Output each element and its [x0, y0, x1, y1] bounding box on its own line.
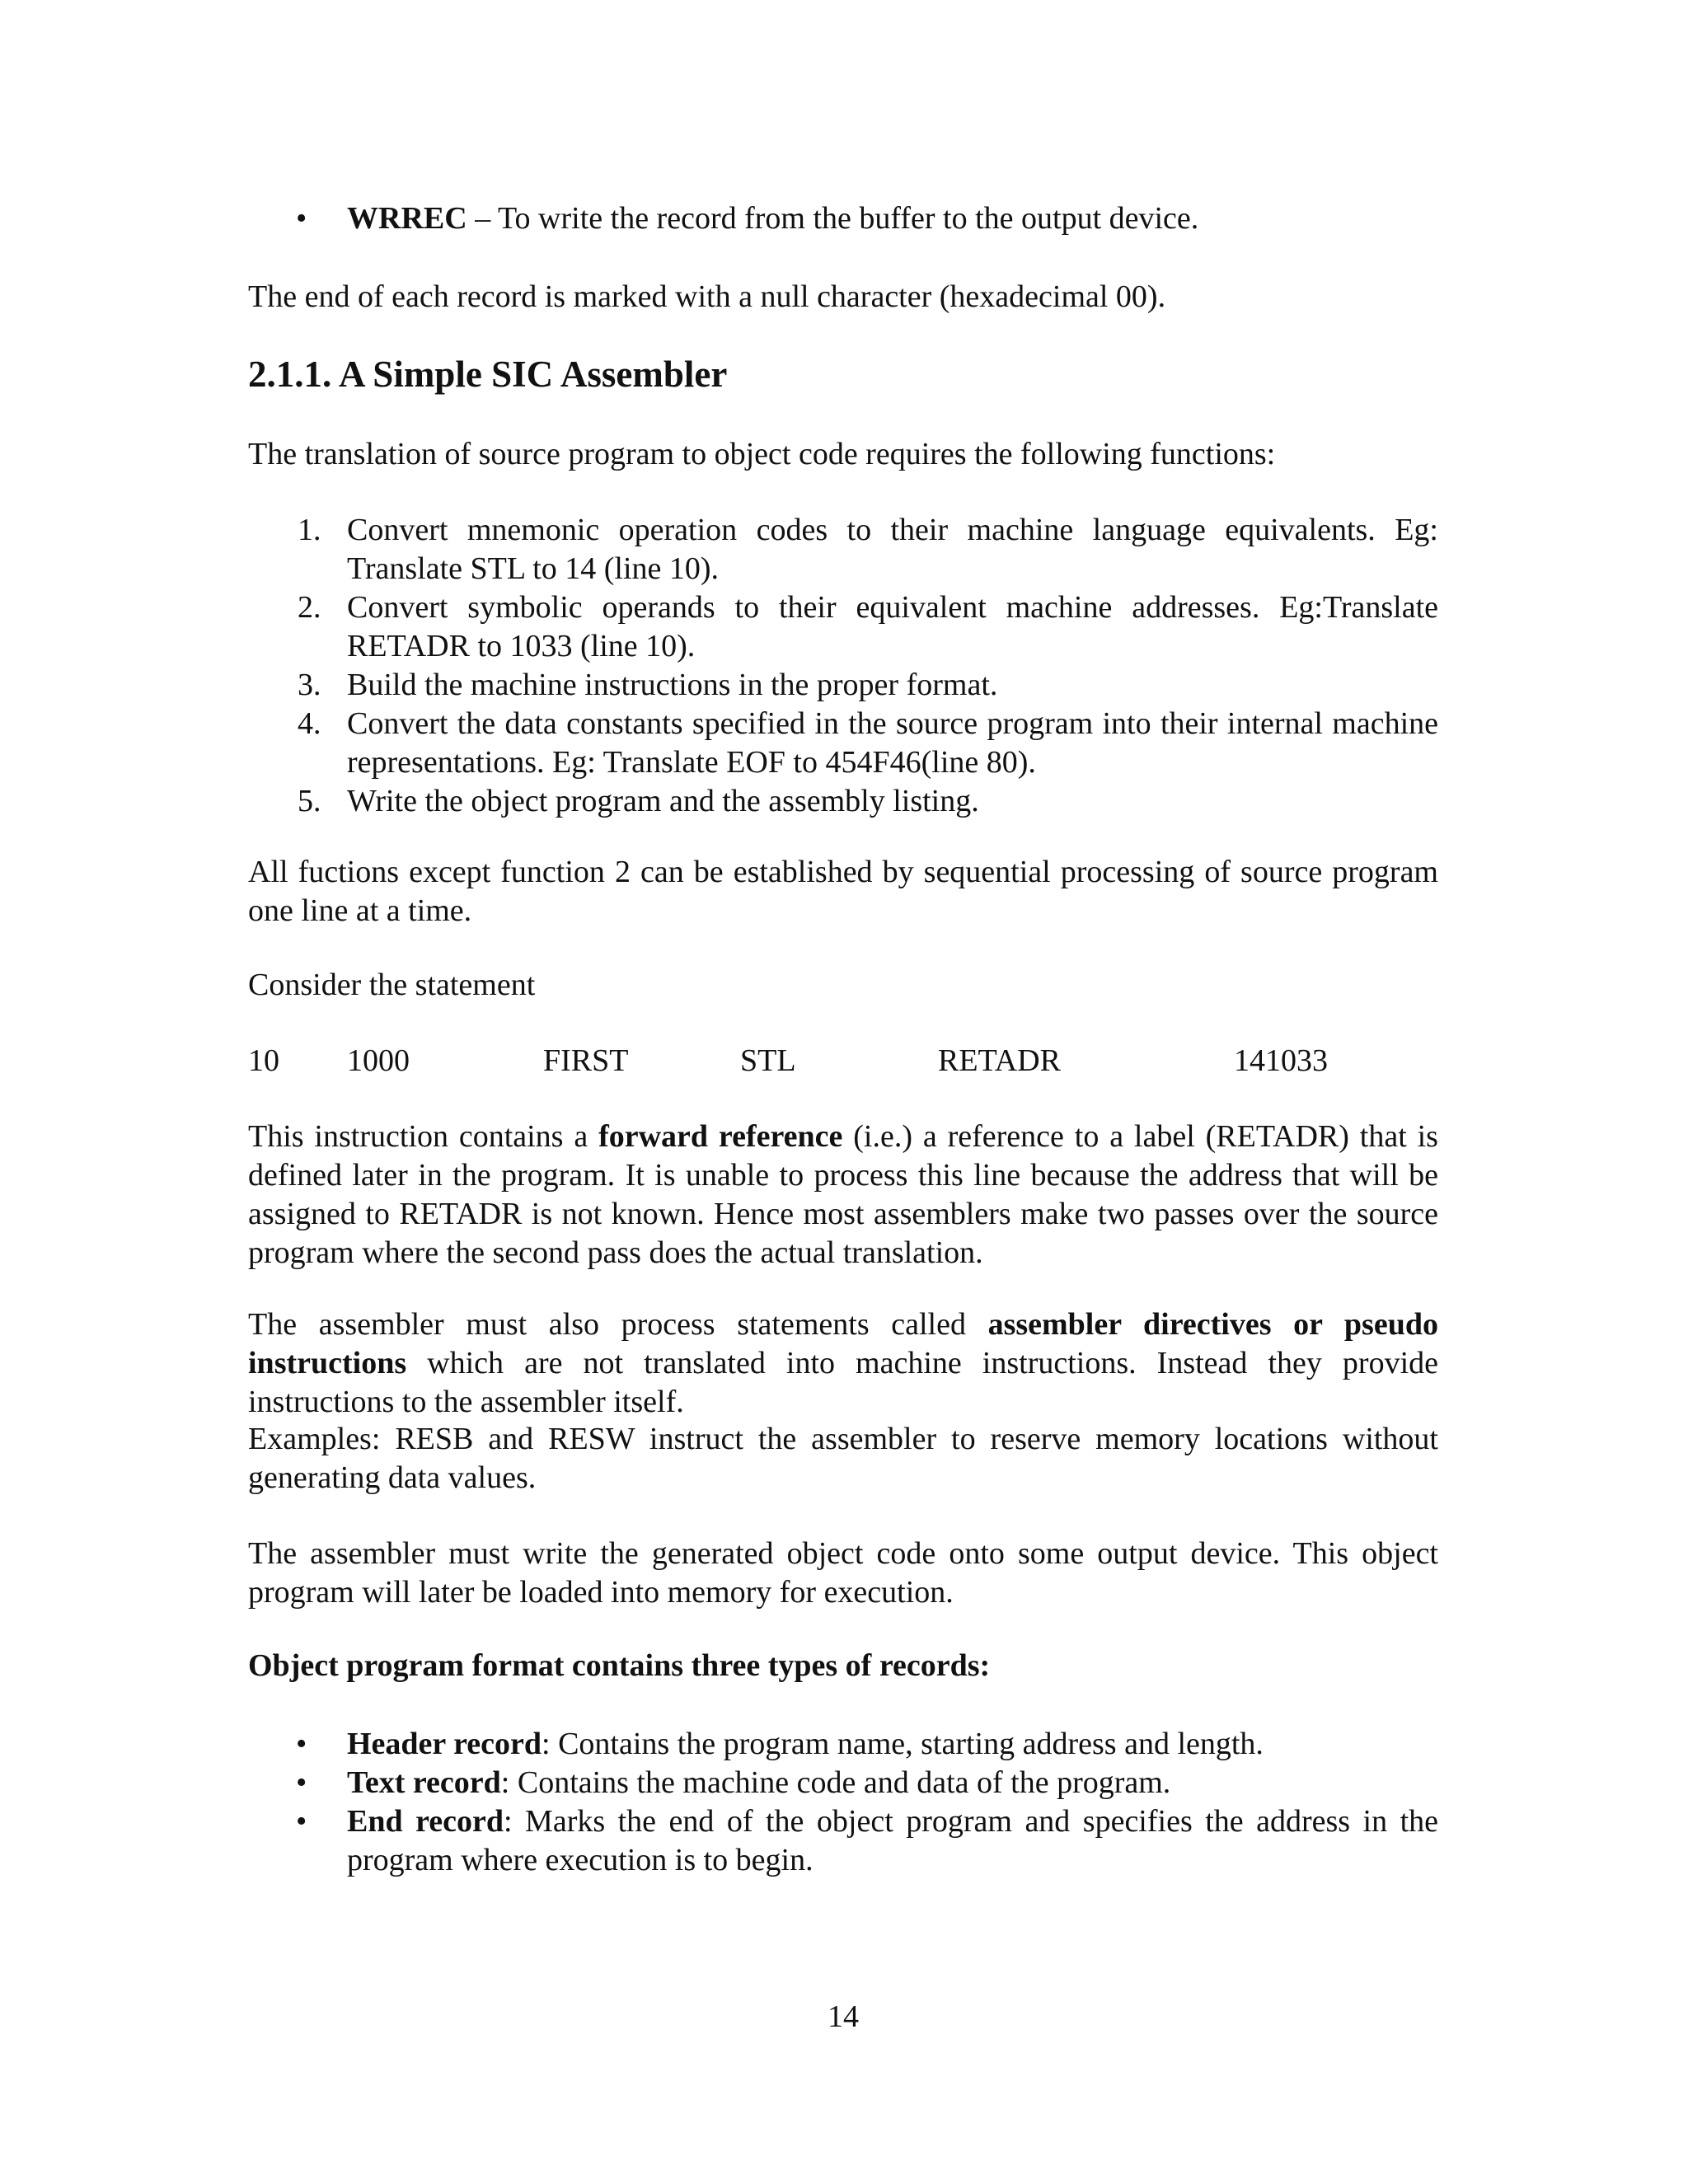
record-text: : Contains the machine code and data of the program.	[500, 1765, 1171, 1800]
section-number: 2.1.1.	[248, 354, 332, 395]
record-term: Header record	[347, 1727, 542, 1761]
list-item-number: 4.	[298, 706, 321, 741]
list-item	[248, 705, 1438, 782]
sequential-note: All fuctions except function 2 can be established by sequential processing of source program one line at a time.	[248, 855, 1438, 928]
record-text: : Marks the end of the object program and specifies the address in the program where execution is to begin.	[347, 1804, 1439, 1877]
statement-opcode: STL	[740, 1043, 796, 1078]
list-item-text: Convert the data constants specified in the source program into their internal machine representations. Eg: Translate EOF to 454F46(line 80).	[347, 706, 1438, 780]
statement-object-code: 141033	[1234, 1043, 1328, 1078]
wrrec-bullet	[248, 199, 1537, 238]
functions-list	[248, 511, 1438, 821]
output-paragraph: The assembler must write the generated object code onto some output device. This object program will later be loaded into memory for execution.	[248, 1536, 1438, 1610]
bullet-icon: •	[296, 1727, 307, 1761]
statement-label: FIRST	[543, 1043, 629, 1078]
forward-ref-prefix: This instruction contains a	[248, 1119, 599, 1154]
directives-suffix: which are not translated into machine instructions. Instead they provide instructions to the assembler itself.	[248, 1346, 1438, 1419]
records-heading: Object program format contains three types of records:	[248, 1648, 991, 1683]
directives-paragraph	[248, 1305, 1438, 1422]
records-list	[248, 1725, 1438, 1880]
list-item-number: 2.	[298, 590, 321, 625]
list-item-text: Build the machine instructions in the proper format.	[347, 668, 998, 702]
list-item-text: Convert symbolic operands to their equivalent machine addresses. Eg:Translate RETADR to 1033 (line 10).	[347, 590, 1438, 663]
list-item-number: 1.	[298, 513, 321, 547]
forward-ref-suffix: (i.e.) a reference to a label (RETADR) that is defined later in the program. It is unable to process this line because the address that will be assigned to RETADR is not known. Hence most assemblers make two passes over the source program where the second pass does the actual translation.	[248, 1119, 1438, 1270]
record-term: End record	[347, 1804, 504, 1839]
list-item	[248, 666, 1438, 705]
list-item-number: 5.	[298, 784, 321, 818]
wrrec-term: WRREC	[347, 201, 467, 236]
directives-prefix: The assembler must also process statements called	[248, 1307, 988, 1342]
list-item	[248, 1764, 1438, 1802]
page-number: 14	[828, 1999, 859, 2034]
record-term: Text record	[347, 1765, 501, 1800]
bullet-icon: •	[296, 1765, 307, 1800]
list-item-number: 3.	[298, 668, 321, 702]
section-title: A Simple SIC Assembler	[339, 354, 728, 395]
statement-operand: RETADR	[938, 1043, 1061, 1078]
directives-term: assembler directives or pseudo instructions	[248, 1307, 1438, 1380]
list-item	[248, 1802, 1438, 1880]
forward-ref-term: forward reference	[598, 1119, 843, 1154]
list-item	[248, 1725, 1438, 1764]
list-item	[248, 588, 1438, 666]
bullet-icon: •	[296, 1804, 307, 1839]
examples-paragraph: Examples: RESB and RESW instruct the assembler to reserve memory locations without generating data values.	[248, 1422, 1438, 1495]
list-item	[248, 511, 1438, 588]
list-item-text: Convert mnemonic operation codes to their machine language equivalents. Eg: Translate STL to 14 (line 10).	[347, 513, 1438, 586]
list-item-text: Write the object program and the assembly listing.	[347, 784, 979, 818]
translation-intro: The translation of source program to object code requires the following functions:	[248, 437, 1276, 471]
wrrec-text: – To write the record from the buffer to the output device.	[467, 201, 1199, 236]
document-page	[248, 0, 1438, 2184]
statement-row	[248, 1042, 1438, 1080]
bullet-icon: •	[296, 201, 307, 236]
consider-label: Consider the statement	[248, 968, 536, 1002]
statement-address: 1000	[347, 1043, 410, 1078]
list-item	[248, 782, 1438, 821]
forward-reference-paragraph	[248, 1118, 1438, 1272]
record-end-note: The end of each record is marked with a null character (hexadecimal 00).	[248, 279, 1166, 314]
section-heading	[248, 351, 1438, 397]
record-text: : Contains the program name, starting address and length.	[542, 1727, 1264, 1761]
statement-line: 10	[248, 1043, 279, 1078]
